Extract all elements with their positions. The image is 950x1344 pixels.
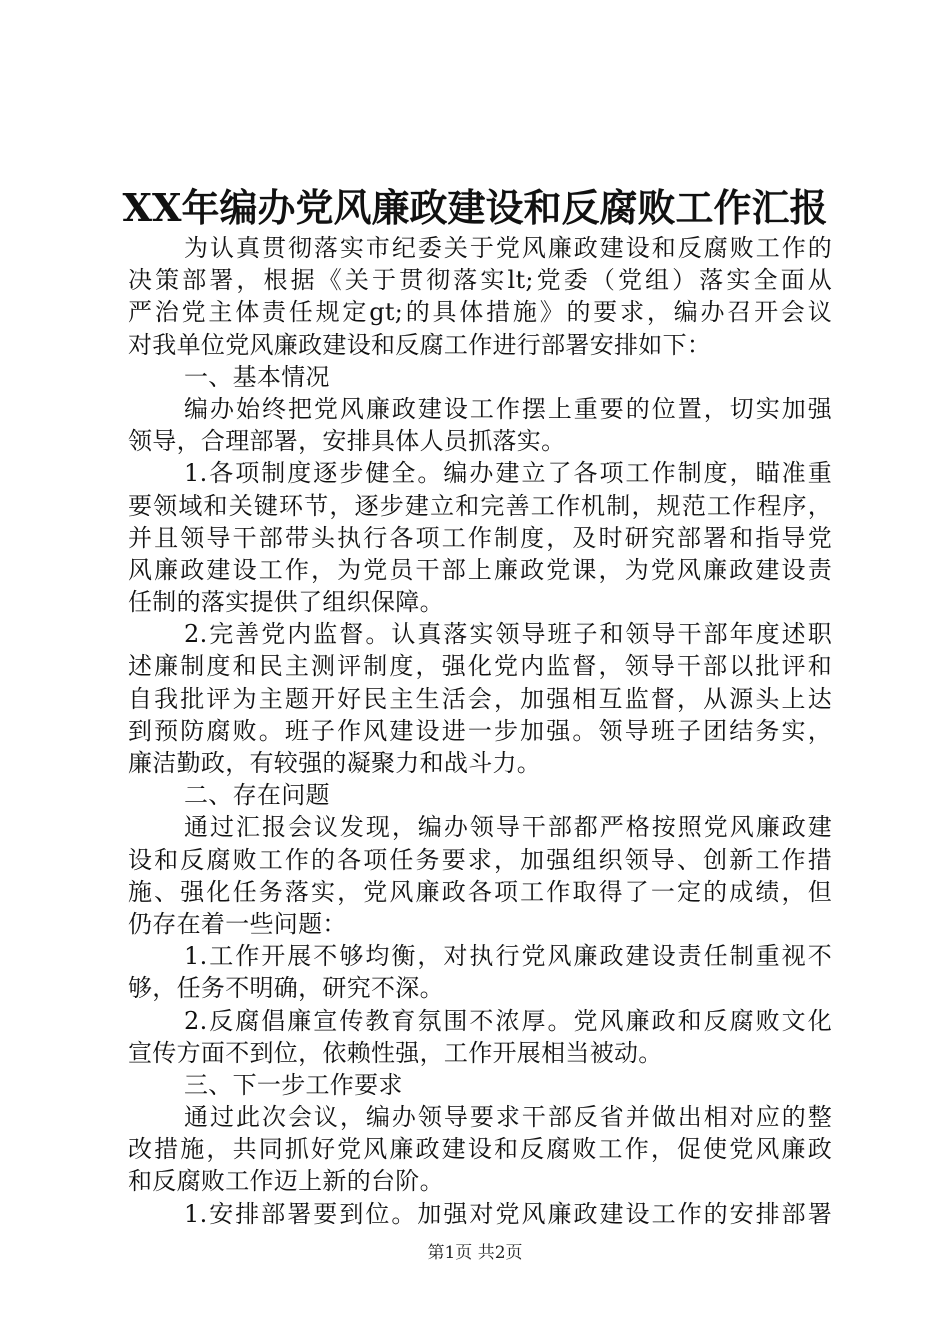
body-line: 通过此次会议，编办领导要求干部反省并做出相对应的整 [184,1103,832,1132]
body-line: 2.反腐倡廉宣传教育氛围不浓厚。党风廉政和反腐败文化 [184,1006,832,1035]
body-line: 任制的落实提供了组织保障。 [128,588,444,617]
body-line: 严治党主体责任规定gt;的具体措施》的要求，编办召开会议 [128,298,832,327]
body-line: 自我批评为主题开好民主生活会，加强相互监督，从源头上达 [128,684,832,713]
body-line: 通过汇报会议发现，编办领导干部都严格按照党风廉政建 [184,813,832,842]
body-line: 编办始终把党风廉政建设工作摆上重要的位置，切实加强 [184,394,832,423]
body-line: 和反腐败工作迈上新的台阶。 [128,1167,444,1196]
body-line: 对我单位党风廉政建设和反腐工作进行部署安排如下： [128,330,712,359]
body-line: 并且领导干部带头执行各项工作制度，及时研究部署和指导党 [128,523,832,552]
body-line: 设和反腐败工作的各项任务要求，加强组织领导、创新工作措 [128,845,832,874]
body-line: 二、存在问题 [184,781,330,810]
document-body [128,232,832,1230]
body-line: 施、强化任务落实，党风廉政各项工作取得了一定的成绩，但 [128,877,832,906]
body-line: 廉洁勤政，有较强的凝聚力和战斗力。 [128,749,542,777]
body-line: 述廉制度和民主测评制度，强化党内监督，领导干部以批评和 [128,652,832,681]
body-line: 到预防腐败。班子作风建设进一步加强。领导班子团结务实， [128,716,832,745]
page-footer: 第1页 共2页 [427,1243,523,1263]
body-line: 2.完善党内监督。认真落实领导班子和领导干部年度述职 [184,620,832,649]
body-line: 够，任务不明确，研究不深。 [128,974,444,1003]
body-line: 要领域和关键环节，逐步建立和完善工作机制，规范工作程序， [128,491,832,520]
body-line: 宣传方面不到位，依赖性强，工作开展相当被动。 [128,1038,663,1067]
body-line: 改措施，共同抓好党风廉政建设和反腐败工作，促使党风廉政 [128,1135,832,1164]
body-line: 1.工作开展不够均衡，对执行党风廉政建设责任制重视不 [184,942,832,971]
body-line: 为认真贯彻落实市纪委关于党风廉政建设和反腐败工作的 [184,234,832,262]
body-line: 1.各项制度逐步健全。编办建立了各项工作制度，瞄准重 [184,459,832,488]
body-line: 一、基本情况 [184,362,330,391]
document-title: XX年编办党风廉政建设和反腐败工作汇报 [122,185,828,230]
body-line: 三、下一步工作要求 [184,1070,403,1099]
body-line: 领导，合理部署，安排具体人员抓落实。 [128,427,566,456]
body-line: 仍存在着一些问题： [128,909,347,938]
body-line: 决策部署，根据《关于贯彻落实lt;党委（党组）落实全面从 [128,266,832,295]
body-line: 风廉政建设工作，为党员干部上廉政党课，为党风廉政建设责 [128,555,832,584]
body-line: 1.安排部署要到位。加强对党风廉政建设工作的安排部署 [184,1199,832,1228]
